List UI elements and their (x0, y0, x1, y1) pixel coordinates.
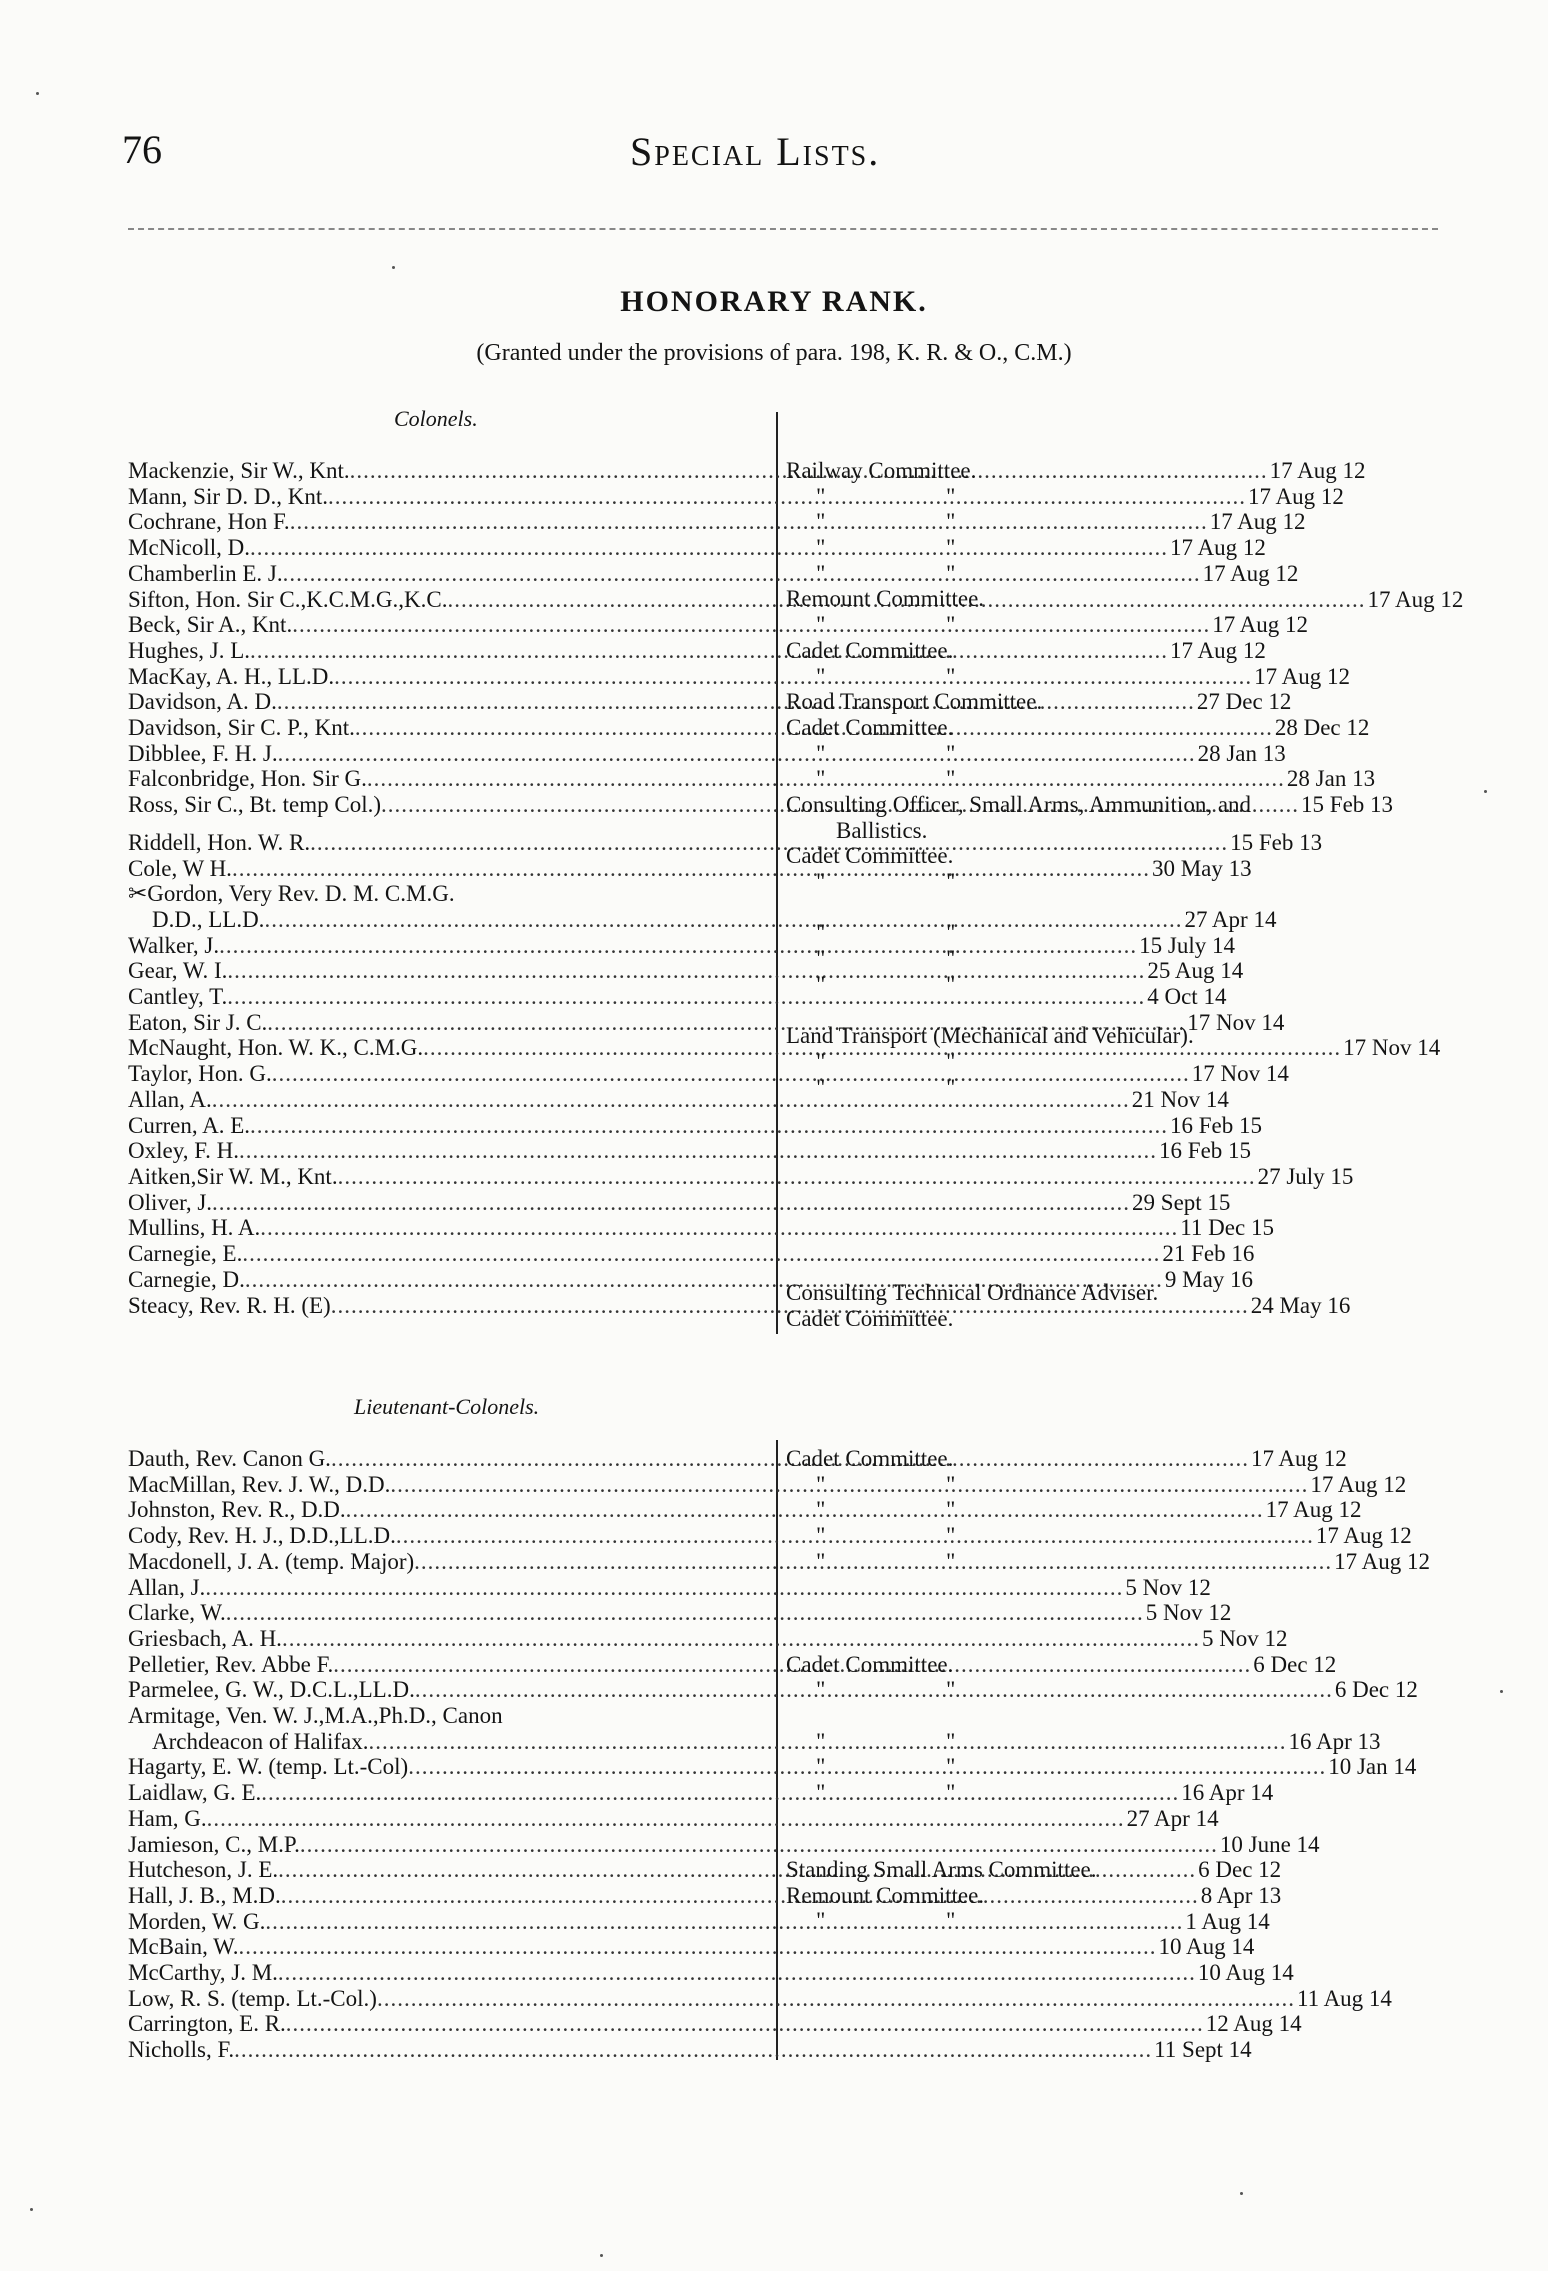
list-item: Armitage, Ven. W. J.,M.A.,Ph.D., Canon (128, 1703, 503, 1729)
ditto-mark: " " (816, 1754, 956, 1780)
list-item: Carrington, E. R. ..... 12 Aug 14 (128, 2011, 768, 2037)
list-item: Archdeacon of Halifax. ..... 16 Apr 13 (128, 1729, 768, 1755)
spacer (786, 997, 1506, 1023)
spacer (786, 1229, 1506, 1255)
spacer (786, 1831, 1506, 1857)
list-item: Walker, J. ..... 15 July 14 (128, 933, 768, 959)
ditto-mark: " " (816, 612, 956, 638)
note: Consulting Technical Ordnance Adviser. (786, 1280, 1159, 1305)
list-item: Hutcheson, J. E. ..... 6 Dec 12 (128, 1857, 768, 1883)
list-item: Low, R. S. (temp. Lt.-Col.) ..... 11 Aug 14 (128, 1986, 768, 2012)
list-item: D.D., LL.D. ..... 27 Apr 14 (128, 907, 768, 933)
note: Cadet Committee. (786, 637, 954, 663)
list-item: Nicholls, F. ..... 11 Sept 14 (128, 2037, 768, 2063)
list-item: Steacy, Rev. R. H. (E) ..... 24 May 16 (128, 1293, 768, 1319)
header-rule (128, 228, 1438, 230)
spacer (786, 1703, 1506, 1729)
note: Ballistics. (836, 817, 928, 843)
spacer (786, 1100, 1506, 1126)
note: Cadet Committee. (786, 714, 954, 740)
list-item: McNaught, Hon. W. K., C.M.G. ..... 17 Nov 14 (128, 1035, 768, 1061)
ditto-mark: " " (816, 1677, 956, 1703)
list-item: McNicoll, D. ..... 17 Aug 12 (128, 535, 768, 561)
list-item: Hagarty, E. W. (temp. Lt.-Col) ..... 10 Jan 14 (128, 1754, 768, 1780)
list-item: Ross, Sir C., Bt. temp Col.) ..... 15 Feb 13 (128, 792, 768, 818)
list-item: Hughes, J. L. ..... 17 Aug 12 (128, 638, 768, 664)
scan-speck (1500, 1690, 1503, 1693)
spacer (786, 1806, 1506, 1832)
list-item: Oxley, F. H. ..... 16 Feb 15 (128, 1138, 768, 1164)
running-title: Special Lists. (630, 129, 881, 174)
spacer (786, 1254, 1506, 1280)
ditto-mark: " " (816, 509, 956, 535)
ditto-mark: " " (816, 971, 956, 997)
note: Standing Small Arms Committee. (786, 1857, 1097, 1882)
ditto-mark: " " (816, 483, 956, 509)
spacer (786, 1126, 1506, 1152)
list-item: Hall, J. B., M.D. ..... 8 Apr 13 (128, 1883, 768, 1909)
spacer (786, 895, 1506, 921)
note: Cadet Committee. (786, 1446, 954, 1471)
note: Cadet Committee. (786, 843, 954, 869)
list-item: Falconbridge, Hon. Sir G. ..... 28 Jan 13 (128, 766, 768, 792)
note: Land Transport (Mechanical and Vehicular). (786, 1023, 1194, 1049)
ditto-mark: " " (816, 1779, 956, 1805)
note: Road Transport Committee. (786, 689, 1043, 715)
ditto-mark: " " (816, 1048, 956, 1074)
note: Cadet Committee. (786, 1305, 954, 1331)
list-item: Cantley, T. ..... 4 Oct 14 (128, 984, 768, 1010)
list-item: Dibblee, F. H. J. ..... 28 Jan 13 (128, 741, 768, 767)
ditto-mark: " " (816, 1471, 956, 1497)
list-item: Griesbach, A. H. ..... 5 Nov 12 (128, 1626, 768, 1652)
ditto-mark: " " (816, 1548, 956, 1574)
list-item: Mann, Sir D. D., Knt. ..... 17 Aug 12 (128, 484, 768, 510)
lieutenant-colonels-heading: Lieutenant-Colonels. (354, 1394, 540, 1419)
ditto-mark: " " (816, 560, 956, 586)
list-item: Dauth, Rev. Canon G. ..... 17 Aug 12 (128, 1446, 768, 1472)
list-item: Curren, A. E. ..... 16 Feb 15 (128, 1113, 768, 1139)
list-item: Davidson, Sir C. P., Knt. ..... 28 Dec 12 (128, 715, 768, 741)
spacer (786, 1574, 1506, 1600)
list-item: MacKay, A. H., LL.D. ..... 17 Aug 12 (128, 664, 768, 690)
ditto-mark: " " (816, 1497, 956, 1523)
list-item: Allan, J. ..... 5 Nov 12 (128, 1575, 768, 1601)
list-item: Carnegie, E. ..... 21 Feb 16 (128, 1241, 768, 1267)
note: Railway Committee. (786, 458, 977, 483)
list-item: ✂Gordon, Very Rev. D. M. C.M.G. (128, 881, 455, 907)
colonels-notes (786, 458, 1506, 1331)
colonels-heading: Colonels. (394, 406, 478, 431)
list-item: Morden, W. G. ..... 1 Aug 14 (128, 1909, 768, 1935)
list-item: Cody, Rev. H. J., D.D.,LL.D. ..... 17 Aug 12 (128, 1523, 768, 1549)
list-item: Johnston, Rev. R., D.D. ..... 17 Aug 12 (128, 1497, 768, 1523)
list-item: Carnegie, D. ..... 9 May 16 (128, 1267, 768, 1293)
spacer (786, 1152, 1506, 1178)
scan-speck (30, 2208, 33, 2211)
scan-speck (392, 266, 395, 269)
spacer (786, 1626, 1506, 1652)
list-item: Aitken,Sir W. M., Knt. ..... 27 July 15 (128, 1164, 768, 1190)
ditto-mark: " " (816, 535, 956, 561)
scan-speck (1240, 2192, 1243, 2195)
note: Consulting Officer, Small Arms, Ammunition, and (786, 791, 1252, 817)
list-item: Pelletier, Rev. Abbe F. ..... 6 Dec 12 (128, 1652, 768, 1678)
list-item: Riddell, Hon. W. R. ..... 15 Feb 13 (128, 830, 768, 856)
section-title: HONORARY RANK. (620, 285, 928, 318)
list-item: Allan, A. ..... 21 Nov 14 (128, 1087, 768, 1113)
list-item: Laidlaw, G. E. ..... 16 Apr 14 (128, 1780, 768, 1806)
list-item: Sifton, Hon. Sir C.,K.C.M.G.,K.C. ..... 17 Aug 12 (128, 587, 768, 613)
list-item: Mackenzie, Sir W., Knt. ..... 17 Aug 12 (128, 458, 768, 484)
ditto-mark: " " (816, 1523, 956, 1549)
list-item: Mullins, H. A. ..... 11 Dec 15 (128, 1215, 768, 1241)
list-item: Cochrane, Hon F. ..... 17 Aug 12 (128, 509, 768, 535)
list-item: Ham, G. ..... 27 Apr 14 (128, 1806, 768, 1832)
spacer (786, 1203, 1506, 1229)
ditto-mark: " " (816, 946, 956, 972)
ditto-mark: " " (816, 766, 956, 792)
list-item: Chamberlin E. J. ..... 17 Aug 12 (128, 561, 768, 587)
ditto-mark: " " (816, 663, 956, 689)
page-number: 76 (122, 127, 162, 172)
list-item: Eaton, Sir J. C. ..... 17 Nov 14 (128, 1010, 768, 1036)
list-item: MacMillan, Rev. J. W., D.D. ..... 17 Aug 12 (128, 1472, 768, 1498)
list-item: Gear, W. I. ..... 25 Aug 14 (128, 958, 768, 984)
ditto-mark: " " (816, 920, 956, 946)
note: Cadet Committee. (786, 1651, 954, 1677)
ditto-mark: " " (816, 1908, 956, 1934)
note: Remount Committee. (786, 1882, 985, 1908)
note: Remount Committee. (786, 586, 985, 612)
list-item: Beck, Sir A., Knt. ..... 17 Aug 12 (128, 612, 768, 638)
scan-speck (1484, 790, 1487, 793)
list-item: Taylor, Hon. G. ..... 17 Nov 14 (128, 1061, 768, 1087)
scan-speck (36, 92, 39, 95)
ditto-mark: " " (816, 740, 956, 766)
ditto-mark: " " (816, 1728, 956, 1754)
lieutenant-colonels-notes (786, 1446, 1506, 1934)
ditto-mark: " " (816, 869, 956, 894)
list-item: Clarke, W. ..... 5 Nov 12 (128, 1600, 768, 1626)
list-item: McCarthy, J. M. ..... 10 Aug 14 (128, 1960, 768, 1986)
list-item: Davidson, A. D. ..... 27 Dec 12 (128, 689, 768, 715)
list-item: Jamieson, C., M.P. ..... 10 June 14 (128, 1832, 768, 1858)
list-item: McBain, W. ..... 10 Aug 14 (128, 1934, 768, 1960)
spacer (786, 1177, 1506, 1203)
section-subtitle: (Granted under the provisions of para. 198, K. R. & O., C.M.) (476, 340, 1072, 366)
list-item: Parmelee, G. W., D.C.L.,LL.D. ..... 6 Dec 12 (128, 1677, 768, 1703)
ditto-mark: " " (816, 1074, 956, 1100)
list-item: Oliver, J. ..... 29 Sept 15 (128, 1190, 768, 1216)
scan-speck (600, 2254, 603, 2257)
list-item: Cole, W H. ..... 30 May 13 (128, 856, 768, 882)
spacer (786, 1600, 1506, 1626)
list-item: Macdonell, J. A. (temp. Major) ..... 17 Aug 12 (128, 1549, 768, 1575)
